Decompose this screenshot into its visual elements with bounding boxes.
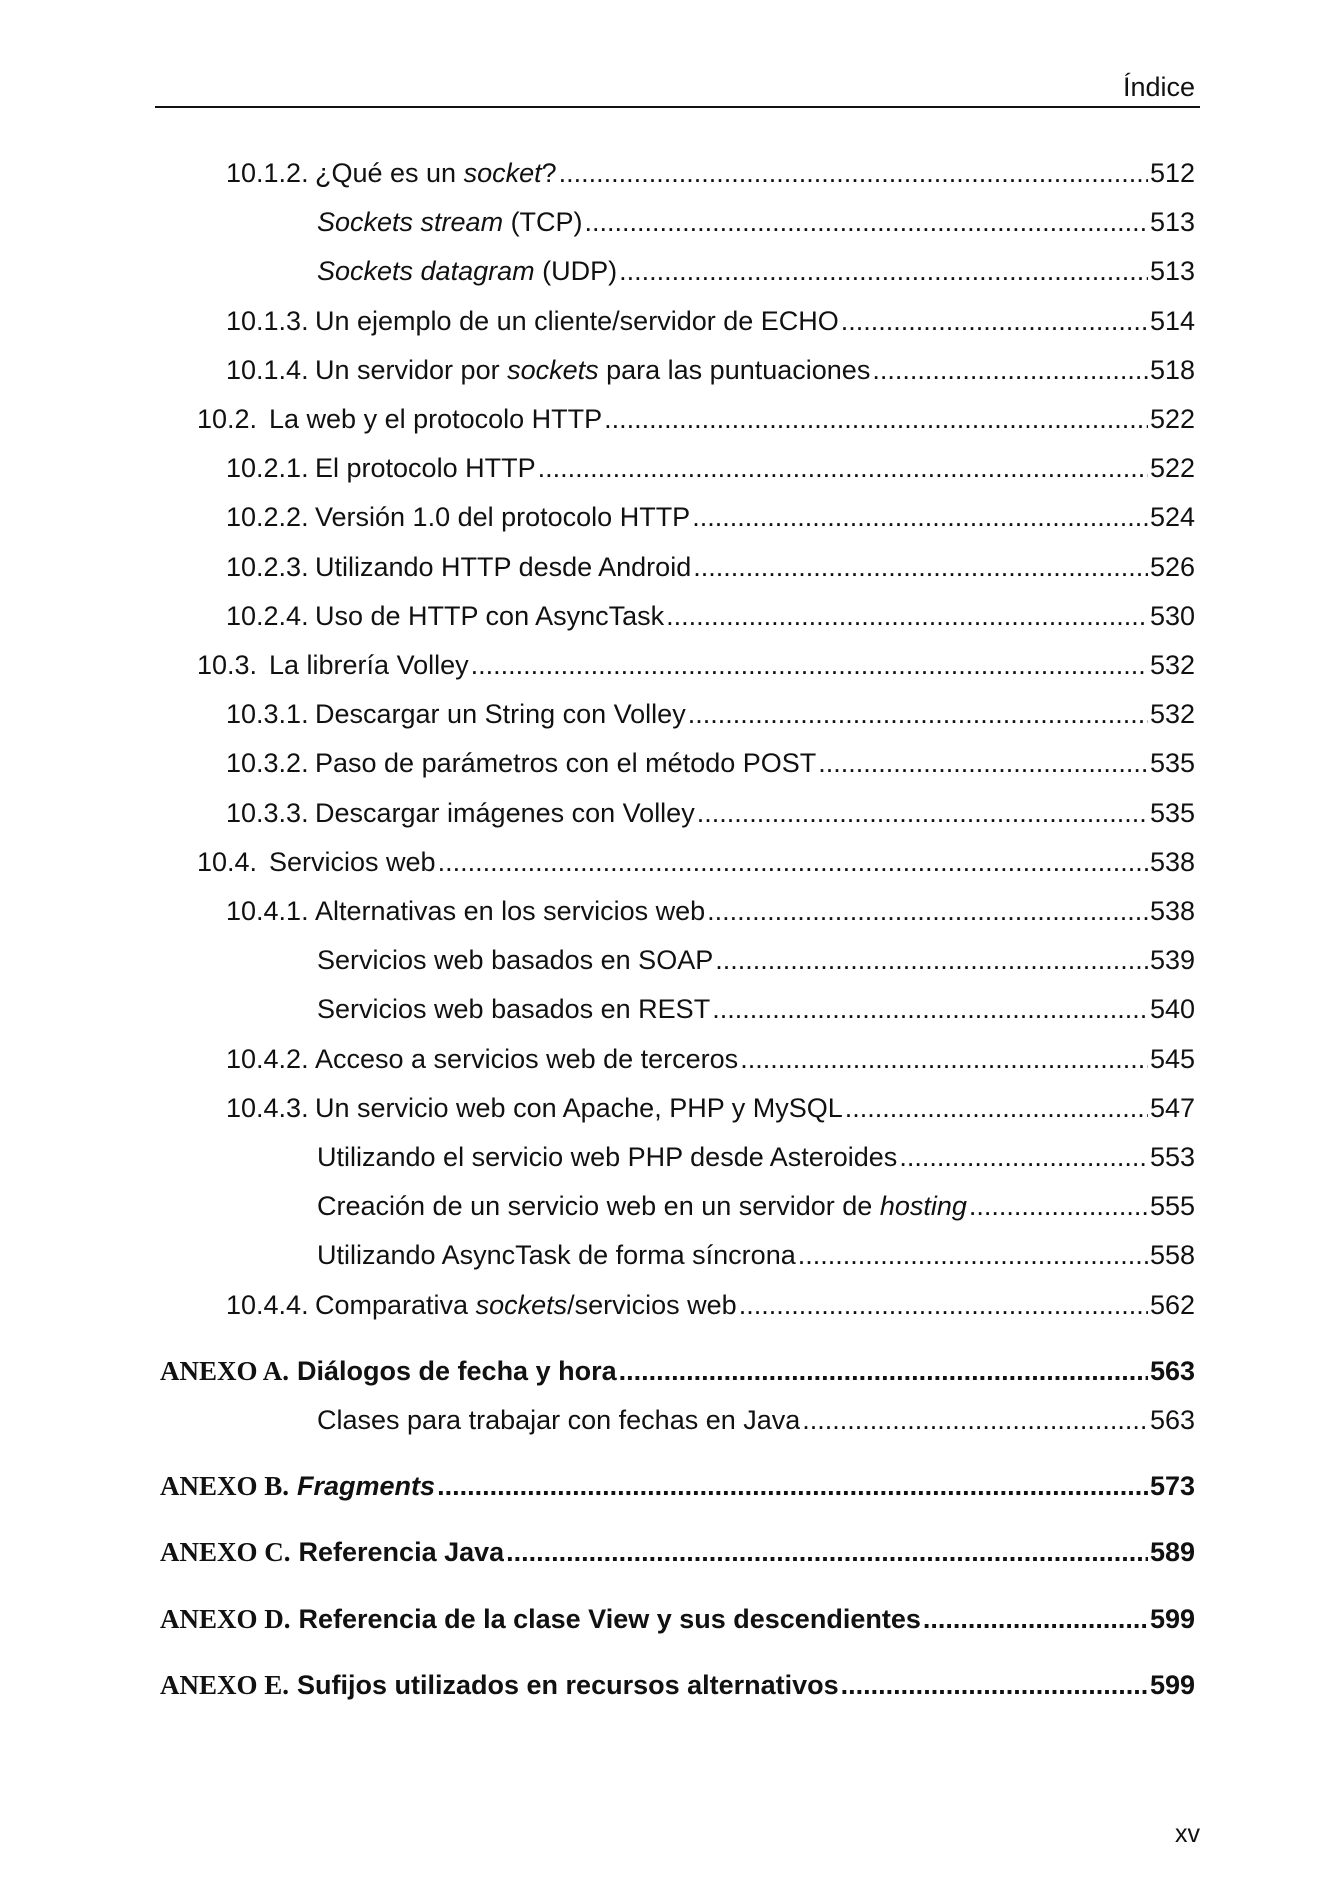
section-number: 10.2.4.: [226, 600, 309, 631]
dot-leader: [923, 1599, 1148, 1639]
dot-leader: [872, 350, 1148, 390]
dot-leader: [841, 301, 1148, 341]
toc-entry[interactable]: [197, 645, 1195, 685]
page-number: 538: [1149, 896, 1195, 926]
entry-title: [315, 547, 691, 587]
title-text: Utilizando HTTP desde Android: [315, 551, 692, 582]
page-number: 513: [1149, 256, 1195, 287]
page-number: 514: [1149, 305, 1195, 336]
section-number: 10.2.1.: [226, 453, 309, 484]
toc-entry[interactable]: [226, 448, 1195, 488]
section-number: 10.1.2.: [226, 158, 309, 188]
entry-title: [315, 497, 690, 537]
section-number: 10.3.1.: [226, 699, 309, 730]
title-text: Servicios web basados en REST: [317, 994, 711, 1025]
title-emphasis: sockets: [475, 1289, 568, 1320]
page-number: 513: [1149, 207, 1195, 238]
toc-entry[interactable]: [197, 399, 1195, 439]
page-number: 563: [1149, 1405, 1195, 1435]
page-number: 540: [1149, 994, 1195, 1025]
dot-leader: [471, 645, 1148, 685]
toc-entry[interactable]: [226, 793, 1195, 833]
page-number: 599: [1149, 1603, 1195, 1634]
page-number: 518: [1149, 354, 1195, 385]
page-number: 558: [1149, 1240, 1195, 1271]
entry-title: [315, 694, 686, 734]
toc-entry[interactable]: [197, 842, 1195, 882]
page-number: 573: [1149, 1471, 1195, 1502]
section-number: 10.1.4.: [226, 354, 309, 385]
dot-leader: [559, 153, 1148, 193]
annex-label: ANEXO B.: [160, 1471, 290, 1502]
title-suffix: /servicios web: [567, 1289, 737, 1320]
entry-title: [315, 153, 557, 193]
section-number: 10.2.2.: [226, 502, 309, 533]
title-text: Un servicio web con Apache, PHP y MySQL: [315, 1092, 843, 1123]
dot-leader: [818, 743, 1148, 783]
entry-title: [315, 596, 664, 636]
title-text: Versión 1.0 del protocolo HTTP: [315, 502, 691, 533]
entry-title: [315, 448, 536, 488]
section-number: 10.4.1.: [226, 896, 309, 926]
entry-title: [315, 743, 816, 783]
section-number: 10.3.3.: [226, 797, 309, 828]
dot-leader: [712, 989, 1148, 1029]
page-header: [155, 70, 1200, 108]
title-suffix: (UDP): [534, 256, 618, 287]
entry-title: [317, 940, 713, 980]
section-number: 10.4.4.: [226, 1289, 309, 1320]
toc-entry[interactable]: [226, 1039, 1195, 1079]
dot-leader: [604, 399, 1148, 439]
toc-entry[interactable]: [226, 301, 1195, 341]
toc-entry[interactable]: [317, 1235, 1195, 1275]
toc-entry[interactable]: [160, 1351, 1195, 1391]
title-text: Acceso a servicios web de terceros: [315, 1043, 739, 1074]
dot-leader: [707, 891, 1148, 931]
toc-entry[interactable]: [226, 743, 1195, 783]
title-emphasis: Sockets datagram: [317, 256, 535, 287]
page-number: xv: [1175, 1820, 1200, 1848]
toc-entry[interactable]: [226, 497, 1195, 537]
page-number: 532: [1149, 650, 1195, 680]
dot-leader: [739, 1285, 1148, 1325]
section-number: 10.3.2.: [226, 748, 309, 779]
dot-leader: [437, 1466, 1148, 1506]
entry-title: [315, 350, 870, 390]
running-title: Índice: [1122, 72, 1195, 102]
title-emphasis: hosting: [879, 1191, 967, 1222]
dot-leader: [715, 940, 1148, 980]
entry-title: [315, 793, 695, 833]
dot-leader: [619, 1351, 1148, 1391]
title-emphasis: sockets: [507, 354, 599, 385]
title-text: Un servidor por: [315, 354, 508, 385]
entry-title: [317, 202, 583, 242]
title-suffix: para las puntuaciones: [598, 354, 871, 385]
section-number: 10.4.2.: [226, 1043, 309, 1074]
dot-leader: [845, 1088, 1148, 1128]
toc-entry[interactable]: [160, 1532, 1195, 1572]
title-text: Uso de HTTP con AsyncTask: [315, 600, 665, 631]
title-text: Utilizando el servicio web PHP desde Asteroides: [317, 1142, 898, 1172]
dot-leader: [899, 1137, 1148, 1177]
toc-entry[interactable]: [226, 596, 1195, 636]
toc-entry[interactable]: [226, 350, 1195, 390]
toc-entry[interactable]: [160, 1599, 1195, 1639]
dot-leader: [740, 1039, 1148, 1079]
entry-title: [317, 1235, 796, 1275]
toc-entry[interactable]: [226, 547, 1195, 587]
dot-leader: [692, 497, 1148, 537]
toc-entry[interactable]: [317, 1400, 1195, 1440]
page-number: 539: [1149, 945, 1195, 976]
dot-leader: [802, 1400, 1148, 1440]
page-number: 599: [1149, 1669, 1195, 1700]
annex-title: [297, 1351, 617, 1391]
page-number: 522: [1149, 453, 1195, 484]
section-number: 10.4.3.: [226, 1092, 309, 1123]
entry-title: [317, 989, 710, 1029]
title-text: Servicios web basados en SOAP: [317, 945, 714, 976]
title-text: Comparativa: [315, 1289, 476, 1320]
title-text: Referencia Java: [298, 1537, 505, 1568]
section-number: 10.2.3.: [226, 551, 309, 582]
dot-leader: [538, 448, 1148, 488]
title-text: El protocolo HTTP: [315, 453, 536, 484]
entry-title: [317, 1186, 967, 1226]
toc-entry[interactable]: [317, 251, 1195, 291]
dot-leader: [506, 1532, 1148, 1572]
page-number: 526: [1149, 551, 1195, 582]
entry-title: [269, 399, 602, 439]
page-number: 512: [1149, 158, 1195, 188]
dot-leader: [841, 1665, 1148, 1705]
annex-label: ANEXO C.: [160, 1537, 291, 1568]
toc-entry[interactable]: [317, 940, 1195, 980]
entry-title: [315, 1088, 843, 1128]
title-text: Sufijos utilizados en recursos alternativos: [297, 1669, 839, 1700]
annex-label: ANEXO D.: [160, 1603, 291, 1634]
section-number: 10.2.: [197, 404, 258, 434]
page-number: 589: [1149, 1537, 1195, 1568]
toc-entry[interactable]: [317, 1137, 1195, 1177]
dot-leader: [585, 202, 1148, 242]
toc-entry[interactable]: [226, 153, 1195, 193]
toc-entry[interactable]: [160, 1665, 1195, 1705]
page-number: 524: [1149, 502, 1195, 533]
page-number: 532: [1149, 699, 1195, 730]
toc-entry[interactable]: [317, 1186, 1195, 1226]
page-number: 535: [1149, 748, 1195, 779]
toc-entry[interactable]: [226, 891, 1195, 931]
page-number: 538: [1149, 846, 1195, 877]
title-text: Referencia de la clase View y sus descendientes: [298, 1603, 921, 1634]
entry-title: [315, 891, 705, 931]
title-suffix: ?: [541, 158, 557, 188]
page-number: 555: [1149, 1191, 1195, 1222]
title-text: La librería Volley: [269, 650, 469, 680]
dot-leader: [693, 547, 1148, 587]
entry-title: [315, 1285, 737, 1325]
dot-leader: [798, 1235, 1148, 1275]
entry-title: [317, 1137, 897, 1177]
entry-title: Clases para trabajar con fechas en Java: [317, 1405, 801, 1435]
title-emphasis: Fragments: [297, 1471, 436, 1502]
page-number: 553: [1149, 1142, 1195, 1172]
title-text: Servicios web: [269, 846, 436, 877]
title-text: Descargar imágenes con Volley: [315, 797, 695, 828]
dot-leader: [438, 842, 1148, 882]
section-number: 10.1.3.: [226, 305, 309, 336]
page-number: 562: [1149, 1289, 1195, 1320]
page-number: 547: [1149, 1092, 1195, 1123]
section-number: 10.4.: [197, 846, 258, 877]
page-number: 535: [1149, 797, 1195, 828]
title-text: ¿Qué es un: [315, 158, 464, 188]
page-number: 563: [1149, 1355, 1195, 1386]
dot-leader: [666, 596, 1148, 636]
annex-title: [297, 1466, 435, 1506]
dot-leader: [969, 1186, 1148, 1226]
entry-title: [315, 1039, 738, 1079]
toc-entry[interactable]: [226, 1088, 1195, 1128]
dot-leader: [697, 793, 1148, 833]
title-text: Utilizando AsyncTask de forma síncrona: [317, 1240, 796, 1271]
toc-entry[interactable]: [226, 694, 1195, 734]
page-number: 530: [1149, 600, 1195, 631]
toc-entry[interactable]: [317, 202, 1195, 242]
title-text: Paso de parámetros con el método POST: [315, 748, 817, 779]
entry-title: [269, 645, 469, 685]
title-text: Descargar un String con Volley: [315, 699, 686, 730]
entry-title: [315, 301, 839, 341]
annex-label: ANEXO A.: [160, 1355, 290, 1386]
entry-title: [269, 842, 436, 882]
title-emphasis: socket: [463, 158, 542, 188]
dot-leader: [688, 694, 1148, 734]
title-text: Creación de un servicio web en un servidor de: [317, 1191, 880, 1222]
title-emphasis: Sockets stream: [317, 207, 504, 238]
dot-leader: [619, 251, 1148, 291]
annex-title: [299, 1599, 921, 1639]
title-text: Un ejemplo de un cliente/servidor de ECHO: [315, 305, 839, 336]
toc-entry[interactable]: [160, 1466, 1195, 1506]
section-number: 10.3.: [197, 650, 258, 680]
page-number: 522: [1149, 404, 1195, 434]
annex-label: ANEXO E.: [160, 1669, 290, 1700]
title-text: Alternativas en los servicios web: [315, 896, 706, 926]
entry-title: [317, 251, 617, 291]
title-suffix: (TCP): [503, 207, 583, 238]
annex-title: [297, 1665, 839, 1705]
page-number: 545: [1149, 1043, 1195, 1074]
annex-title: [299, 1532, 505, 1572]
title-text: Diálogos de fecha y hora: [297, 1355, 617, 1386]
toc-entry[interactable]: [226, 1285, 1195, 1325]
toc-entry[interactable]: [317, 989, 1195, 1029]
title-text: La web y el protocolo HTTP: [269, 404, 603, 434]
